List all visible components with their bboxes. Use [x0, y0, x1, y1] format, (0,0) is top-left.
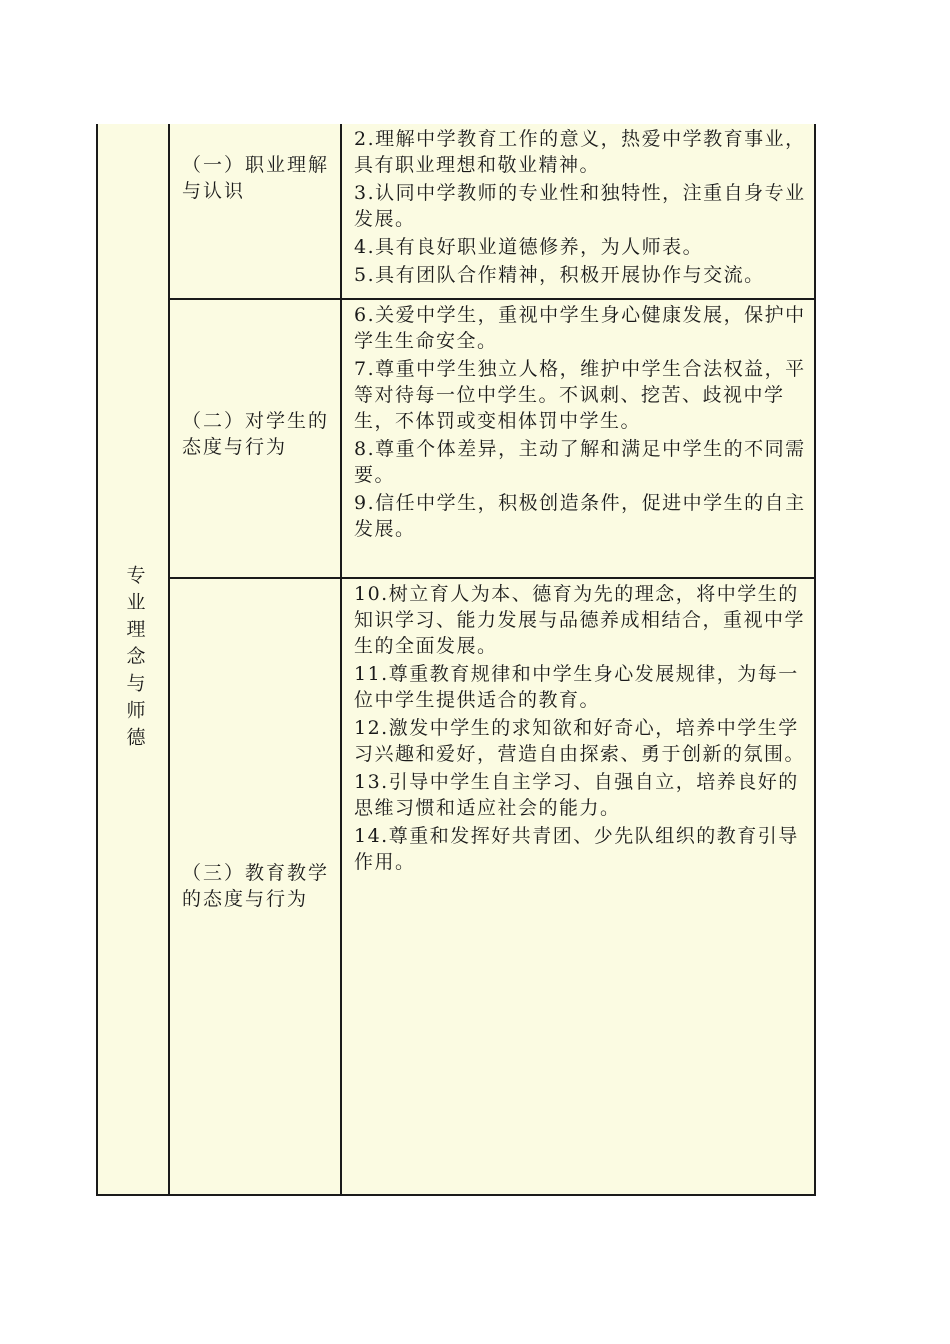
- requirement-item: 8.尊重个体差异，主动了解和满足中学生的不同需要。: [354, 438, 806, 486]
- standards-table: [96, 124, 816, 1196]
- field-cell-2: [172, 408, 342, 468]
- requirement-item: 14.尊重和发挥好共青团、少先队组织的教育引导作用。: [354, 825, 799, 873]
- requirement-item: 11.尊重教育规律和中学生身心发展规律，为每一位中学生提供适合的教育。: [354, 663, 799, 711]
- requirement-item: 10.树立育人为本、德育为先的理念，将中学生的知识学习、能力发展与品德养成相结合，重视中学生的全面发展。: [354, 583, 806, 657]
- requirements-cell-2: [344, 300, 814, 577]
- domain-label: 专业理念与师德: [123, 564, 146, 754]
- requirement-item: 2.理解中学教育工作的意义，热爱中学教育事业，具有职业理想和敬业精神。: [354, 128, 806, 176]
- field-cell-3: [172, 860, 342, 920]
- requirements-cell-1: [344, 124, 814, 298]
- requirement-item: 5.具有团队合作精神，积极开展协作与交流。: [354, 264, 765, 286]
- domain-cell: [98, 124, 170, 1194]
- requirement-item: 4.具有良好职业道德修养，为人师表。: [354, 236, 704, 258]
- requirement-item: 7.尊重中学生独立人格，维护中学生合法权益，平等对待每一位中学生。不讽刺、挖苦、歧视中学生，不体罚或变相体罚中学生。: [354, 358, 806, 432]
- field-label: （二）对学生的态度与行为: [182, 410, 330, 458]
- column-divider: [340, 124, 342, 1194]
- field-label: （一）职业理解与认识: [182, 154, 330, 202]
- requirement-item: 6.关爱中学生，重视中学生身心健康发展，保护中学生生命安全。: [354, 304, 806, 352]
- field-cell-1: [172, 152, 342, 212]
- requirement-item: 9.信任中学生，积极创造条件，促进中学生的自主发展。: [354, 492, 806, 540]
- requirement-item: 12.激发中学生的求知欲和好奇心，培养中学生学习兴趣和爱好，营造自由探索、勇于创新的氛围。: [354, 717, 806, 765]
- requirement-item: 3.认同中学教师的专业性和独特性，注重自身专业发展。: [354, 182, 806, 230]
- requirements-cell-3: [344, 579, 814, 1196]
- requirement-item: 13.引导中学生自主学习、自强自立，培养良好的思维习惯和适应社会的能力。: [354, 771, 799, 819]
- field-label: （三）教育教学的态度与行为: [182, 862, 330, 910]
